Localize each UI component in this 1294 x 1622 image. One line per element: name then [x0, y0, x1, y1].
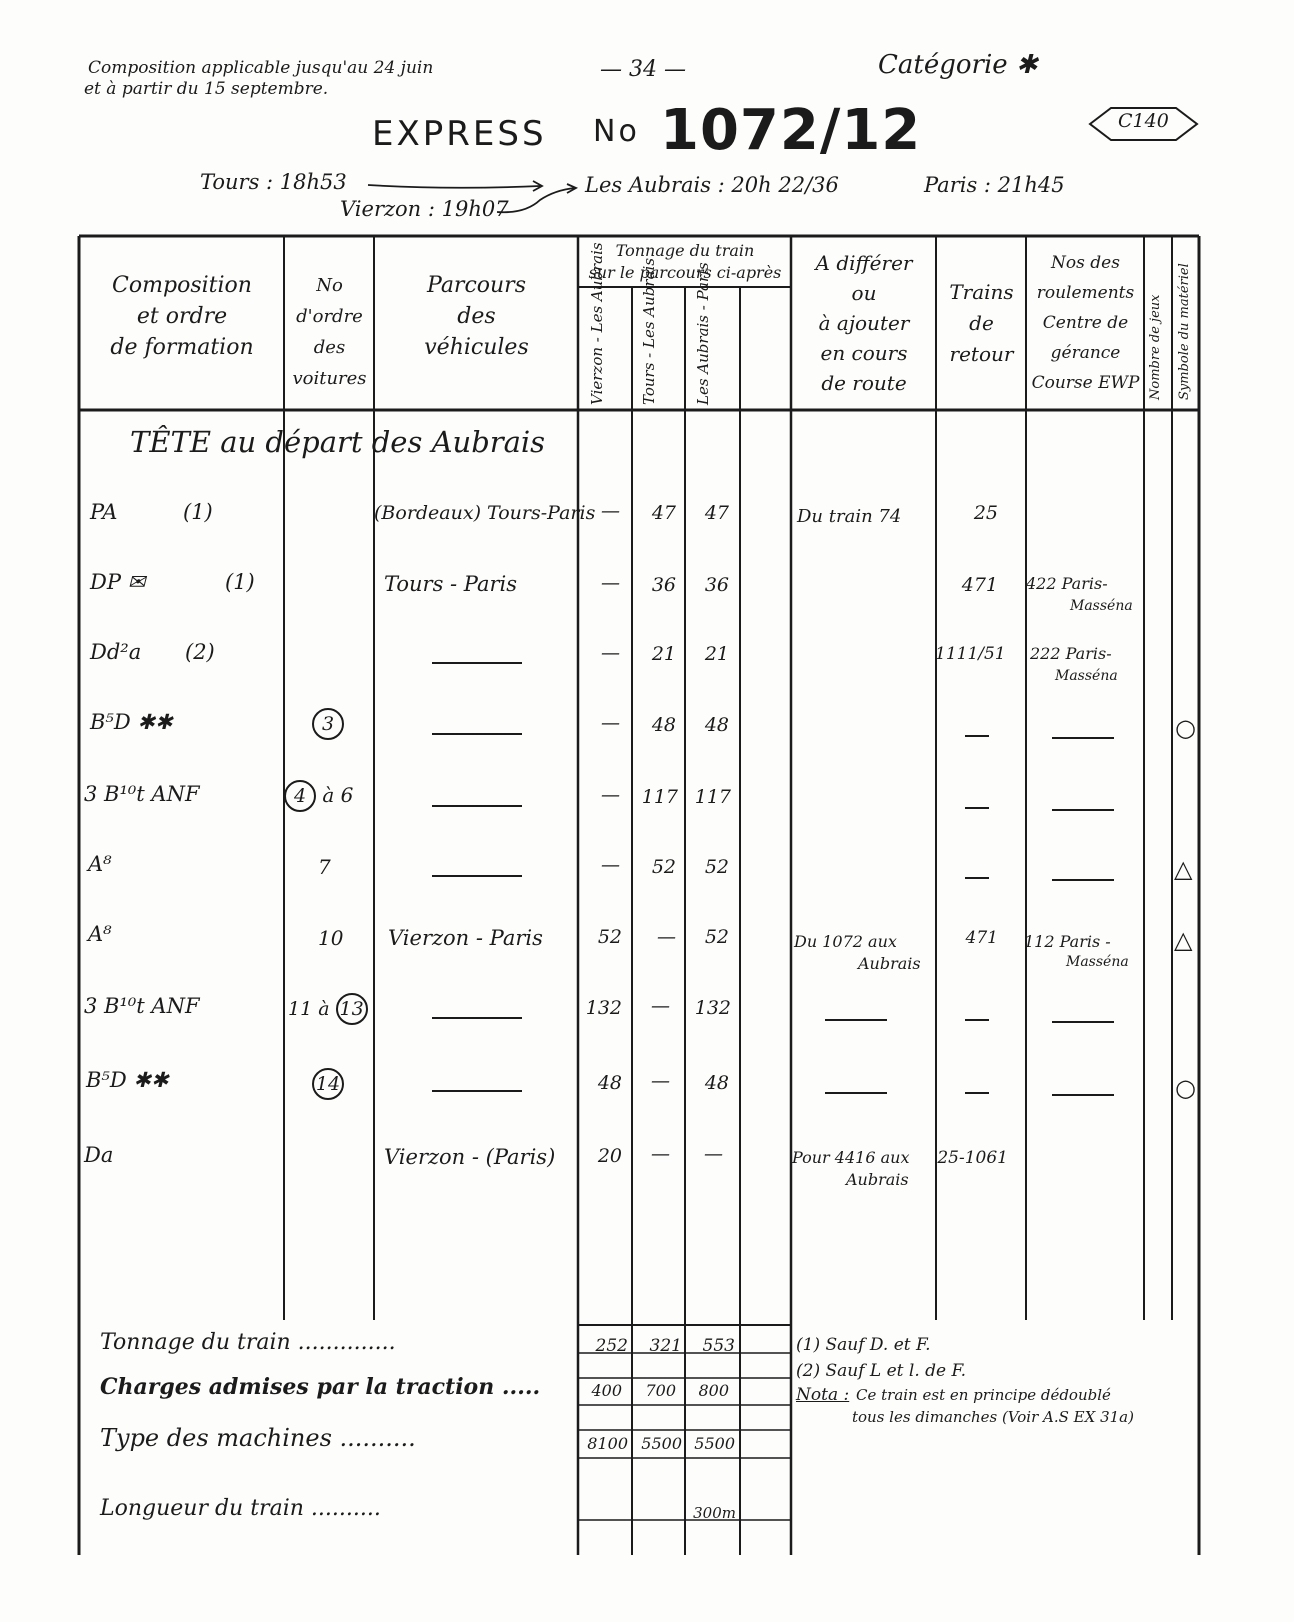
- section-title: TÊTE au départ des Aubrais: [130, 425, 546, 459]
- row-t-tours: —: [651, 1143, 670, 1165]
- row-t-paris: 132: [694, 997, 731, 1019]
- row-note: (2): [185, 640, 215, 664]
- footer-nota-label: Nota :: [796, 1385, 850, 1405]
- header-aubrais-paris: Les Aubrais - Paris: [694, 262, 712, 405]
- row-composition: 3 B¹⁰t ANF: [84, 994, 200, 1018]
- row-t-tours: —: [651, 1070, 670, 1092]
- header-parcours: Parcours des véhicules: [424, 273, 529, 360]
- row-retour-dash: [965, 807, 989, 809]
- header-tours-aubrais: Tours - Les Aubrais: [640, 257, 658, 405]
- row-retour: 25-1061: [937, 1148, 1008, 1168]
- footer-nota-text-2: tous les dimanches (Voir A.S EX 31a): [852, 1408, 1134, 1426]
- row-ordre: 11 à 13: [288, 993, 368, 1025]
- row-note: (1): [183, 500, 213, 524]
- row-parcours-dash: [432, 805, 522, 807]
- row-composition: 3 B¹⁰t ANF: [84, 782, 200, 806]
- row-t-vierzon: —: [601, 854, 620, 876]
- row-differer-line2: Aubrais: [846, 1170, 909, 1189]
- composition-note-line1: Composition applicable jusqu'au 24 juin: [88, 58, 434, 78]
- row-t-vierzon: —: [601, 712, 620, 734]
- row-ordre: 14: [312, 1068, 344, 1100]
- row-retour-dash: [965, 735, 989, 737]
- row-roulement-center: Masséna: [1066, 954, 1129, 970]
- row-retour: 25: [973, 502, 998, 524]
- symbol-circle-icon: ○: [1175, 714, 1196, 742]
- row-note: (1): [225, 570, 255, 594]
- row-composition: DP ✉: [90, 570, 146, 594]
- row-roulement-dash: [1052, 1094, 1114, 1096]
- header-composition: Composition et ordre de formation: [110, 273, 254, 360]
- footer-charges-3: 800: [698, 1381, 729, 1400]
- footer-tonnage-1: 252: [595, 1336, 628, 1356]
- footer-type-3: 5500: [694, 1434, 735, 1453]
- row-parcours-dash: [432, 733, 522, 735]
- footer-type-1: 8100: [587, 1434, 628, 1453]
- row-differer: Du 1072 aux: [794, 932, 897, 951]
- row-t-paris: 48: [704, 1072, 729, 1094]
- row-t-paris: 52: [704, 856, 729, 878]
- header-trains-retour: Trains de retour: [949, 280, 1014, 366]
- train-number-prefix: No: [593, 114, 640, 149]
- header-vierzon-aubrais: Vierzon - Les Aubrais: [588, 242, 606, 405]
- row-t-vierzon: —: [601, 500, 620, 522]
- header-nombre-jeux: Nombre de jeux: [1148, 294, 1163, 400]
- row-differer-dash: [825, 1092, 887, 1094]
- header-symbole: Symbole du matériel: [1177, 263, 1192, 400]
- header-ordre: No d'ordre des voitures: [292, 275, 367, 389]
- row-t-tours: 47: [651, 502, 676, 524]
- row-t-paris: 36: [704, 574, 729, 596]
- row-parcours-dash: [432, 1017, 522, 1019]
- row-roulement-dash: [1052, 809, 1114, 811]
- composition-note-line2: et à partir du 15 septembre.: [84, 79, 329, 99]
- row-roulement-center: Masséna: [1070, 598, 1133, 614]
- row-retour: 471: [961, 574, 998, 596]
- categorie-label: Catégorie ✱: [878, 50, 1038, 80]
- row-ordre: 4 à 6: [284, 780, 353, 812]
- row-t-tours: 36: [651, 574, 676, 596]
- header-roulements: Nos des roulements Centre de gérance Course EWP: [1031, 253, 1140, 393]
- footer-note-1: (1) Sauf D. et F.: [796, 1335, 931, 1355]
- train-number: 1072/12: [660, 98, 922, 163]
- row-retour: 1111/51: [935, 644, 1006, 664]
- row-parcours: Vierzon - (Paris): [384, 1145, 556, 1169]
- footer-charges-label: Charges admises par la traction .....: [100, 1374, 541, 1400]
- row-t-tours: —: [651, 995, 670, 1017]
- header-differer: A différer ou à ajouter en cours de route: [815, 251, 913, 395]
- row-parcours: Tours - Paris: [384, 572, 518, 596]
- footer-tonnage-label: Tonnage du train ..............: [100, 1330, 396, 1355]
- row-roulement: 422 Paris-: [1026, 574, 1108, 593]
- symbol-triangle-icon: △: [1174, 926, 1193, 954]
- footer-type-label: Type des machines ..........: [100, 1424, 416, 1452]
- route-paris: Paris : 21h45: [924, 173, 1065, 197]
- row-composition: Dd²a: [90, 640, 142, 664]
- row-t-tours: 21: [651, 643, 676, 665]
- row-composition: Da: [84, 1143, 114, 1167]
- row-t-paris: 117: [694, 786, 731, 808]
- row-differer-dash: [825, 1019, 887, 1021]
- express-label: EXPRESS: [372, 114, 547, 154]
- row-t-paris: 48: [704, 714, 729, 736]
- footer-longueur-label: Longueur du train ..........: [100, 1496, 381, 1521]
- row-t-tours: 117: [641, 786, 678, 808]
- route-tours: Tours : 18h53: [200, 170, 347, 194]
- row-parcours: Vierzon - Paris: [388, 926, 543, 950]
- footer-tonnage-2: 321: [649, 1336, 682, 1356]
- symbol-circle-icon: ○: [1175, 1074, 1196, 1102]
- row-roulement-dash: [1052, 737, 1114, 739]
- row-t-paris: 47: [704, 502, 729, 524]
- row-roulement: 112 Paris -: [1024, 932, 1111, 951]
- row-ordre: 10: [318, 926, 344, 950]
- row-t-vierzon: 132: [585, 997, 622, 1019]
- route-vierzon: Vierzon : 19h07: [340, 197, 509, 221]
- row-roulement-dash: [1052, 1021, 1114, 1023]
- row-retour-dash: [965, 1092, 989, 1094]
- row-roulement-center: Masséna: [1055, 668, 1118, 684]
- footer-type-2: 5500: [641, 1434, 682, 1453]
- row-t-vierzon: —: [601, 572, 620, 594]
- row-roulement-dash: [1052, 879, 1114, 881]
- route-aubrais: Les Aubrais : 20h 22/36: [585, 173, 839, 197]
- row-t-paris: 21: [704, 643, 729, 665]
- row-retour-dash: [965, 1019, 989, 1021]
- row-composition: B⁵D ✱✱: [86, 1068, 169, 1092]
- footer-tonnage-3: 553: [702, 1336, 735, 1356]
- row-composition: PA: [90, 500, 118, 524]
- row-parcours-dash: [432, 875, 522, 877]
- row-t-tours: 48: [651, 714, 676, 736]
- row-composition: A⁸: [88, 852, 112, 876]
- symbol-triangle-icon: △: [1174, 855, 1193, 883]
- machine-badge: C140: [1118, 110, 1169, 132]
- row-parcours-dash: [432, 662, 522, 664]
- footer-charges-1: 400: [591, 1381, 622, 1400]
- row-t-paris: 52: [704, 926, 729, 948]
- row-differer: Pour 4416 aux: [792, 1148, 910, 1167]
- row-retour-dash: [965, 877, 989, 879]
- row-parcours: (Bordeaux) Tours-Paris: [374, 502, 596, 524]
- row-t-tours: —: [657, 926, 676, 948]
- row-t-tours: 52: [651, 856, 676, 878]
- row-parcours-dash: [432, 1090, 522, 1092]
- footer-nota-text-1: Ce train est en principe dédoublé: [856, 1386, 1111, 1404]
- row-composition: B⁵D ✱✱: [90, 710, 173, 734]
- row-t-vierzon: 52: [597, 926, 622, 948]
- row-ordre: 3: [312, 708, 344, 740]
- row-retour: 471: [965, 928, 998, 948]
- footer-note-2: (2) Sauf L et l. de F.: [796, 1361, 967, 1381]
- row-roulement: 222 Paris-: [1030, 644, 1112, 663]
- row-composition: A⁸: [88, 922, 112, 946]
- row-ordre: 7: [318, 855, 331, 879]
- row-t-paris: —: [704, 1143, 723, 1165]
- footer-charges-2: 700: [645, 1381, 676, 1400]
- page-number: — 34 —: [600, 57, 686, 82]
- row-differer-line2: Aubrais: [858, 954, 921, 973]
- footer-longueur-value: 300m: [693, 1504, 736, 1522]
- row-t-vierzon: —: [601, 642, 620, 664]
- row-t-vierzon: 20: [597, 1145, 622, 1167]
- row-t-vierzon: —: [601, 784, 620, 806]
- row-differer: Du train 74: [797, 506, 902, 527]
- header-tonnage: Tonnage du train sur le parcours ci-après: [588, 241, 782, 282]
- row-t-vierzon: 48: [597, 1072, 622, 1094]
